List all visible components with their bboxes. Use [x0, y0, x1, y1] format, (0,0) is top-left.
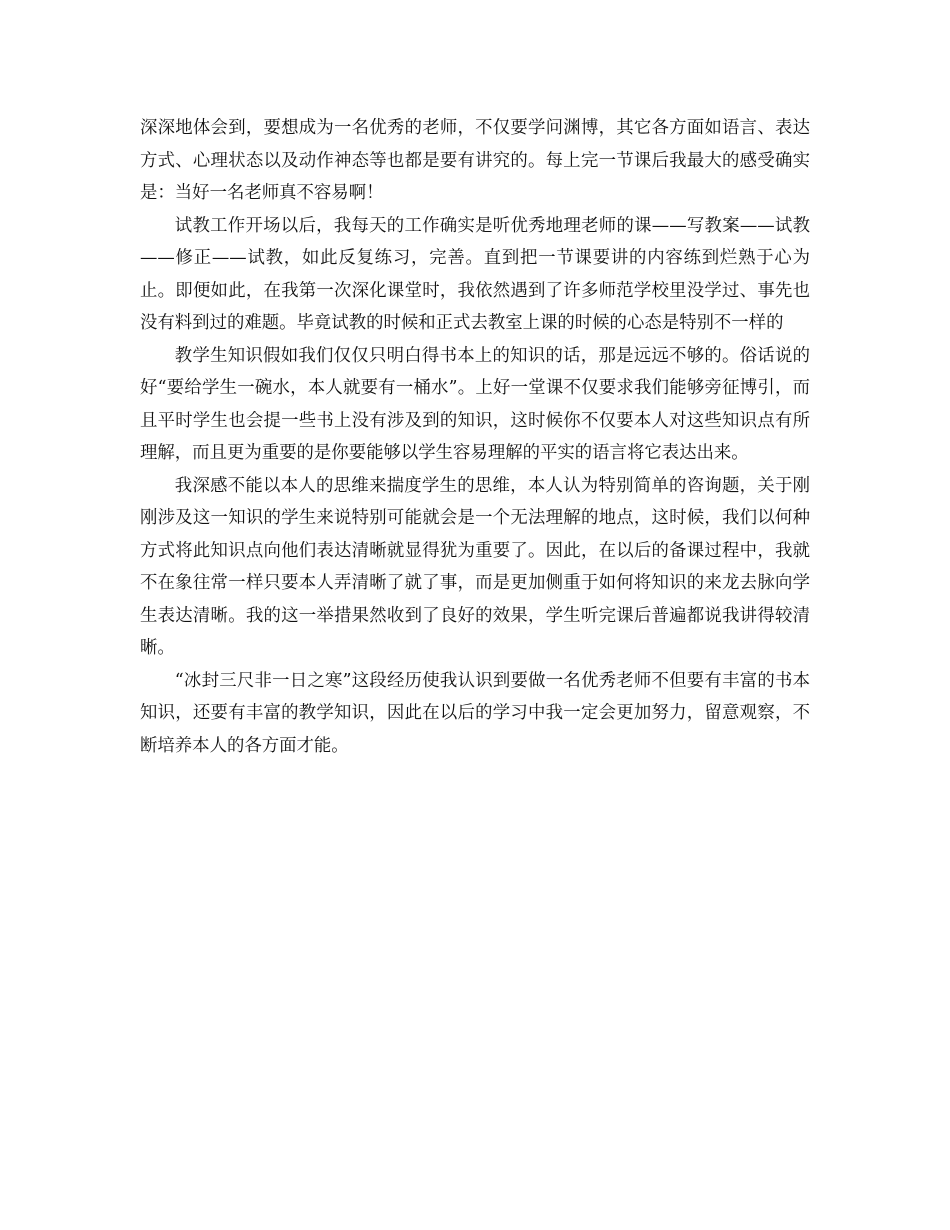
paragraph-1: 深深地体会到，要想成为一名优秀的老师，不仅要学问渊博，其它各方面如语言、表达方式、心理状态以及动作神态等也都是要有讲究的。每上完一节课后我最大的感受确实是：当好一名老师真不容易啊！ [140, 118, 810, 203]
document-body [140, 112, 810, 762]
paragraph-2: 试教工作开场以后，我每天的工作确实是听优秀地理老师的课——写教案——试教——修正——试教，如此反复练习，完善。直到把一节课要讲的内容练到烂熟于心为止。即便如此，在我第一次深化课堂时，我依然遇到了许多师范学校里没学过、事先也没有料到过的难题。毕竟试教的时候和正式去教室上课的时候的心态是特别不一样的 [140, 215, 810, 333]
paragraph-5: “冰封三尺非一日之寒”这段经历使我认识到要做一名优秀老师不但要有丰富的书本知识，还要有丰富的教学知识，因此在以后的学习中我一定会更加努力，留意观察，不断培养本人的各方面才能。 [140, 670, 810, 756]
paragraph-4: 我深感不能以本人的思维来揣度学生的思维，本人认为特别简单的咨询题，关于刚刚涉及这一知识的学生来说特别可能就会是一个无法理解的地点，这时候，我们以何种方式将此知识点向他们表达清晰就显得犹为重要了。因此，在以后的备课过程中，我就不在象往常一样只要本人弄清晰了就了事，而是更加侧重于如何将知识的来龙去脉向学生表达清晰。我的这一举措果然收到了良好的效果，学生听完课后普遍都说我讲得较清晰。 [140, 475, 810, 658]
paragraph-3: 教学生知识假如我们仅仅只明白得书本上的知识的话，那是远远不够的。俗话说的好“要给学生一碗水，本人就要有一桶水”。上好一堂课不仅要求我们能够旁征博引，而且平时学生也会提一些书上没有涉及到的知识，这时候你不仅要本人对这些知识点有所理解，而且更为重要的是你要能够以学生容易理解的平实的语言将它表达出来。 [140, 345, 810, 463]
